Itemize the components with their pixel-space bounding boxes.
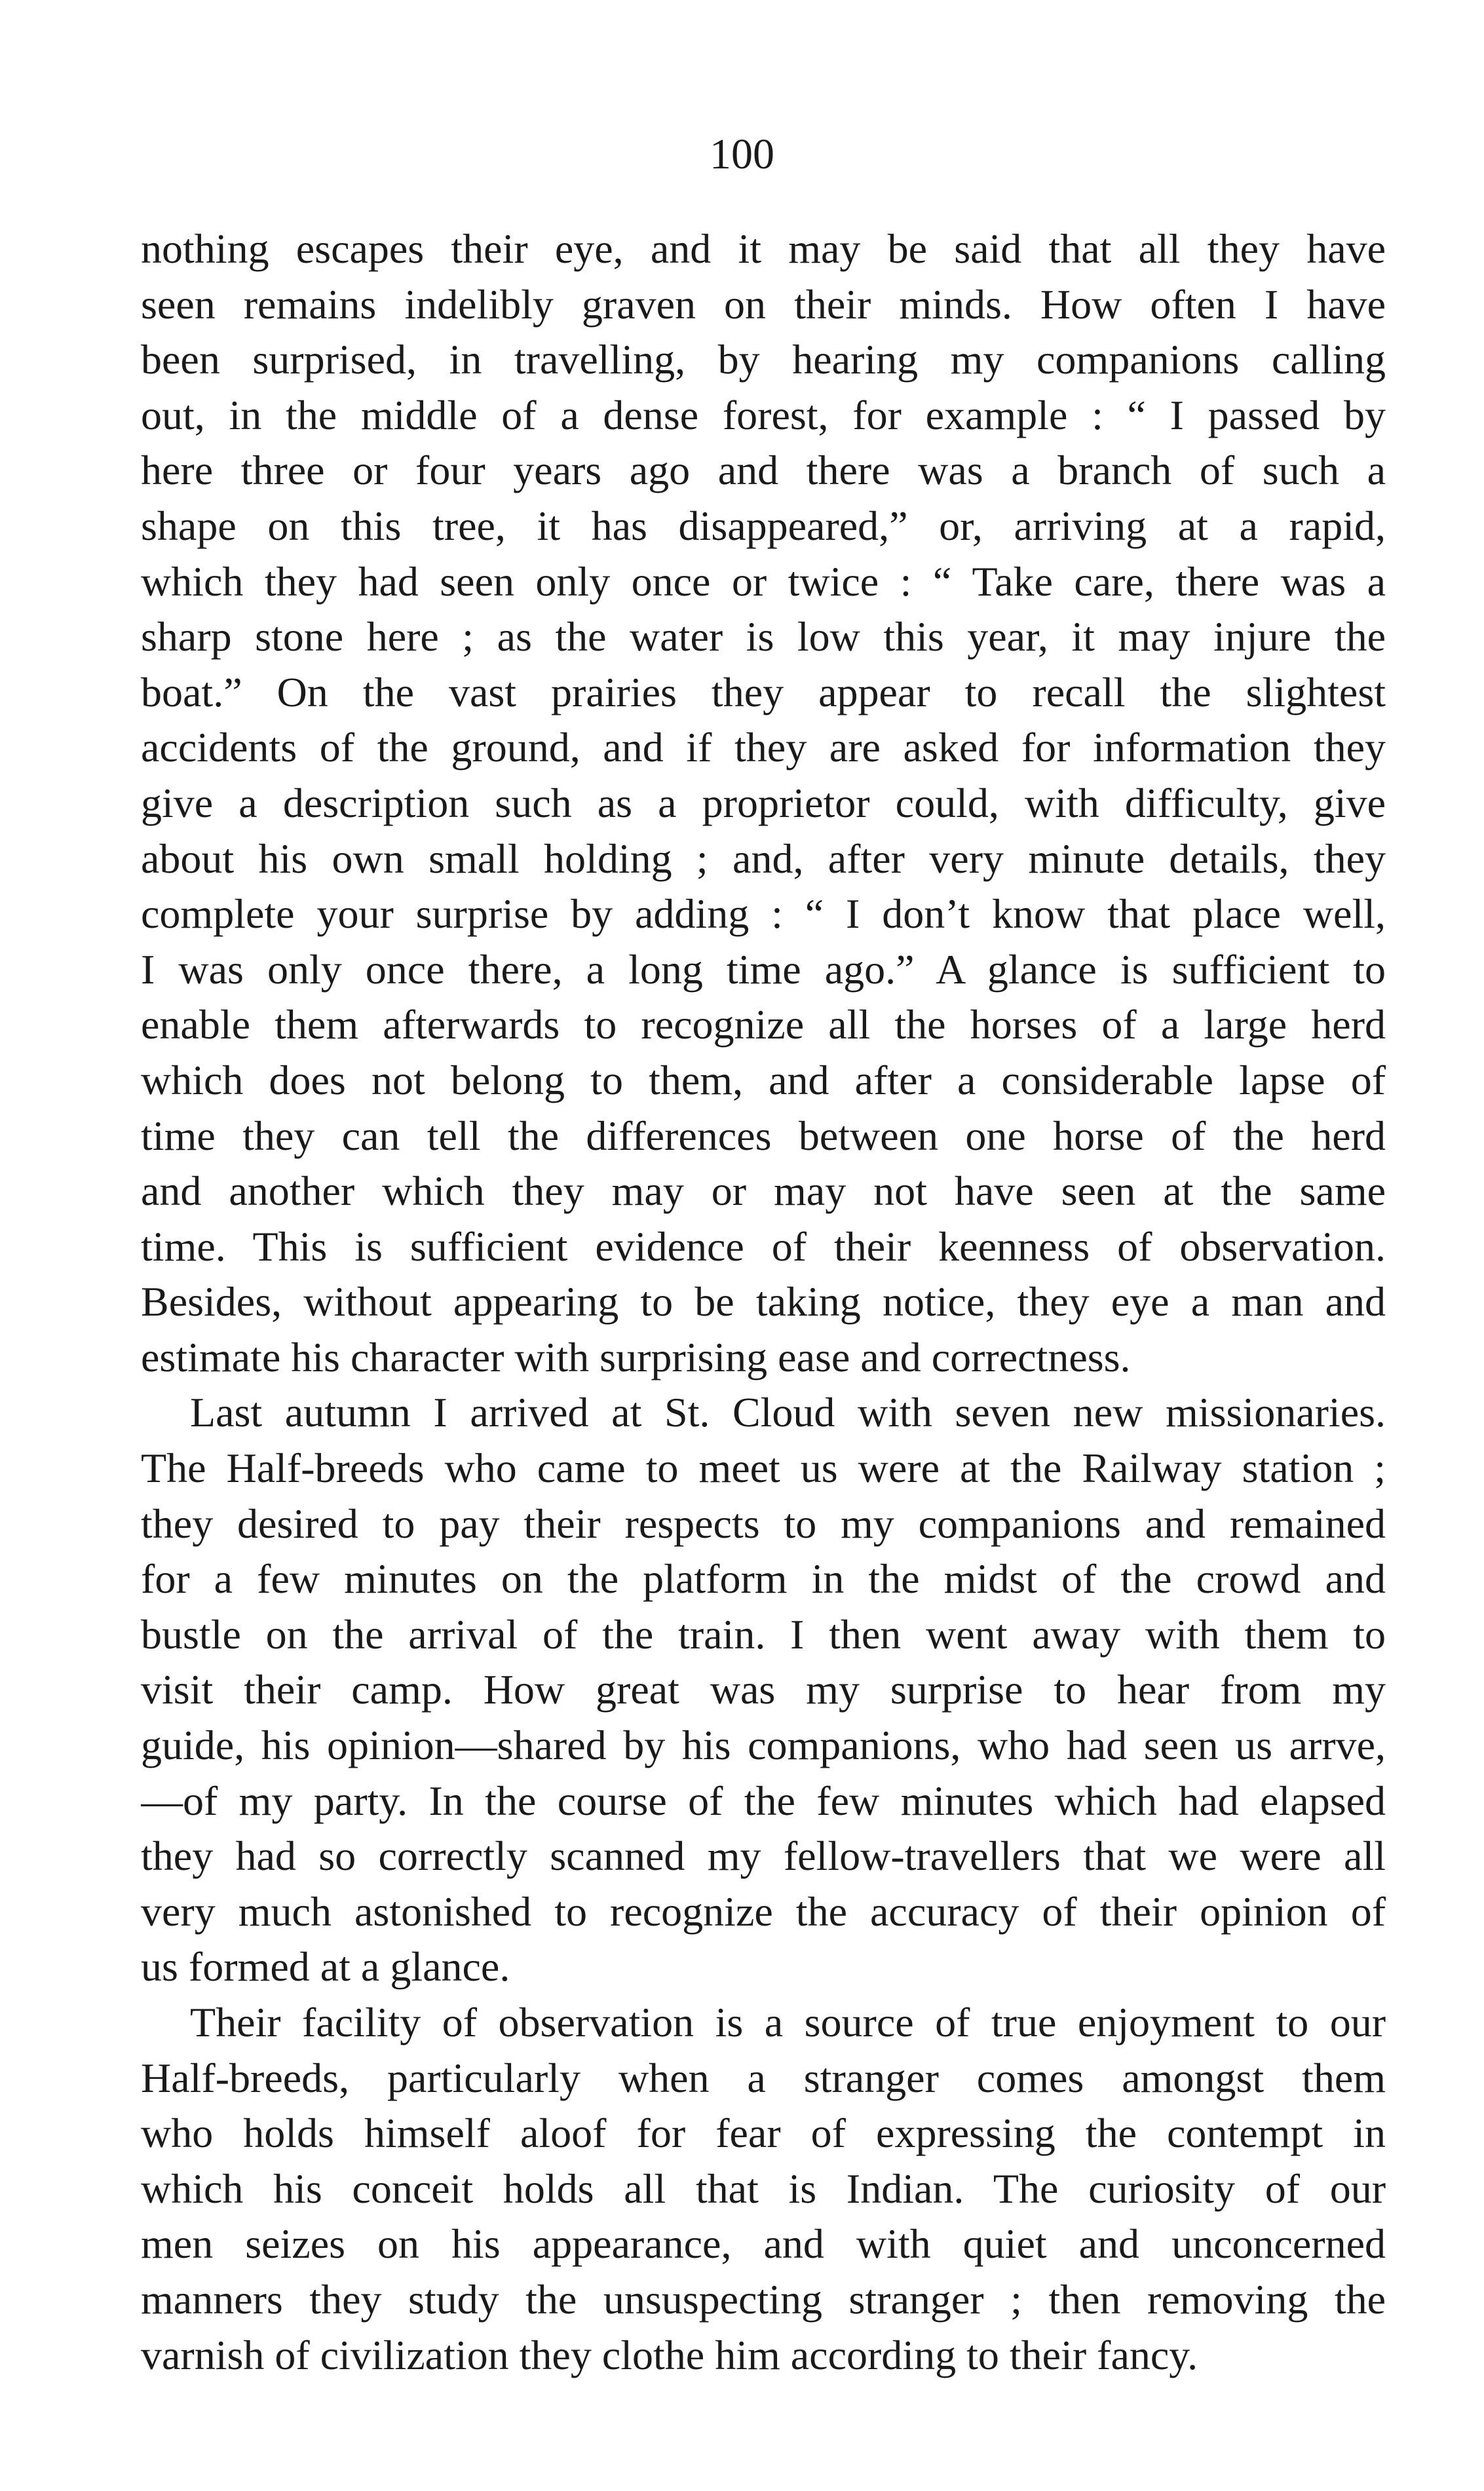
text-line: Half-breeds, particularly when a stranger comes amongst them: [141, 2054, 1386, 2101]
text-line: they desired to pay their respects to my companions and remained: [141, 1500, 1386, 1547]
text-line: who holds himself aloof for fear of expressing the contempt in: [141, 2110, 1386, 2157]
text-line: which does not belong to them, and after a considerable lapse of: [141, 1056, 1386, 1103]
text-line: boat.” On the vast prairies they appear to recall the slightest: [141, 668, 1386, 715]
text-line: sharp stone here ; as the water is low this year, it may injure the: [141, 613, 1386, 660]
text-line: Their facility of observation is a source of true enjoyment to our: [190, 1999, 1386, 2045]
text-line: time. This is sufficient evidence of their keenness of observation.: [141, 1223, 1386, 1270]
text-line: out, in the middle of a dense forest, for example : “ I passed by: [141, 391, 1386, 438]
text-line: bustle on the arrival of the train. I then went away with them to: [141, 1610, 1386, 1658]
paragraph: [141, 221, 1386, 1385]
text-line: they had so correctly scanned my fellow-travellers that we were all: [141, 1833, 1386, 1880]
text-line: Last autumn I arrived at St. Cloud with seven new missionaries.: [190, 1389, 1386, 1436]
text-line: nothing escapes their eye, and it may be said that all they have: [141, 225, 1386, 272]
text-line: us formed at a glance.: [141, 1943, 510, 1990]
paragraph: [141, 1995, 1386, 2383]
text-line: very much astonished to recognize the accuracy of their opinion of: [141, 1888, 1386, 1935]
text-line: Besides, without appearing to be taking notice, they eye a man and: [141, 1278, 1386, 1325]
body-text: [141, 221, 1386, 2383]
text-line: and another which they may or may not have seen at the same: [141, 1168, 1386, 1215]
text-line: for a few minutes on the platform in the midst of the crowd and: [141, 1555, 1386, 1603]
paragraph: [141, 1385, 1386, 1995]
text-line: men seizes on his appearance, and with quiet and unconcerned: [141, 2220, 1386, 2268]
text-line: I was only once there, a long time ago.” A glance is sufficient to: [141, 945, 1386, 993]
text-line: varnish of civilization they clothe him according to their fancy.: [141, 2331, 1198, 2378]
text-line: complete your surprise by adding : “ I don’t know that place well,: [141, 890, 1386, 938]
text-line: give a description such as a proprietor could, with difficulty, give: [141, 779, 1386, 826]
text-line: time they can tell the differences between one horse of the herd: [141, 1112, 1386, 1159]
text-line: which his conceit holds all that is Indian. The curiosity of our: [141, 2165, 1386, 2212]
text-line: guide, his opinion—shared by his companions, who had seen us arrve,: [141, 1722, 1386, 1769]
text-line: been surprised, in travelling, by hearing my companions calling: [141, 336, 1386, 383]
text-line: visit their camp. How great was my surprise to hear from my: [141, 1666, 1386, 1713]
text-line: The Half-breeds who came to meet us were at the Railway station ;: [141, 1445, 1386, 1492]
text-line: seen remains indelibly graven on their minds. How often I have: [141, 280, 1386, 328]
text-line: which they had seen only once or twice : “ Take care, there was a: [141, 558, 1386, 605]
text-line: about his own small holding ; and, after very minute details, they: [141, 835, 1386, 882]
text-line: estimate his character with surprising ease and correctness.: [141, 1333, 1131, 1380]
text-line: here three or four years ago and there was a branch of such a: [141, 447, 1386, 494]
text-line: enable them afterwards to recognize all the horses of a large herd: [141, 1001, 1386, 1048]
text-line: manners they study the unsuspecting stranger ; then removing the: [141, 2275, 1386, 2323]
text-line: shape on this tree, it has disappeared,” or, arriving at a rapid,: [141, 502, 1386, 549]
text-line: accidents of the ground, and if they are asked for information they: [141, 724, 1386, 771]
page-number: 100: [710, 130, 774, 178]
text-line: —of my party. In the course of the few minutes which had elapsed: [141, 1777, 1386, 1824]
